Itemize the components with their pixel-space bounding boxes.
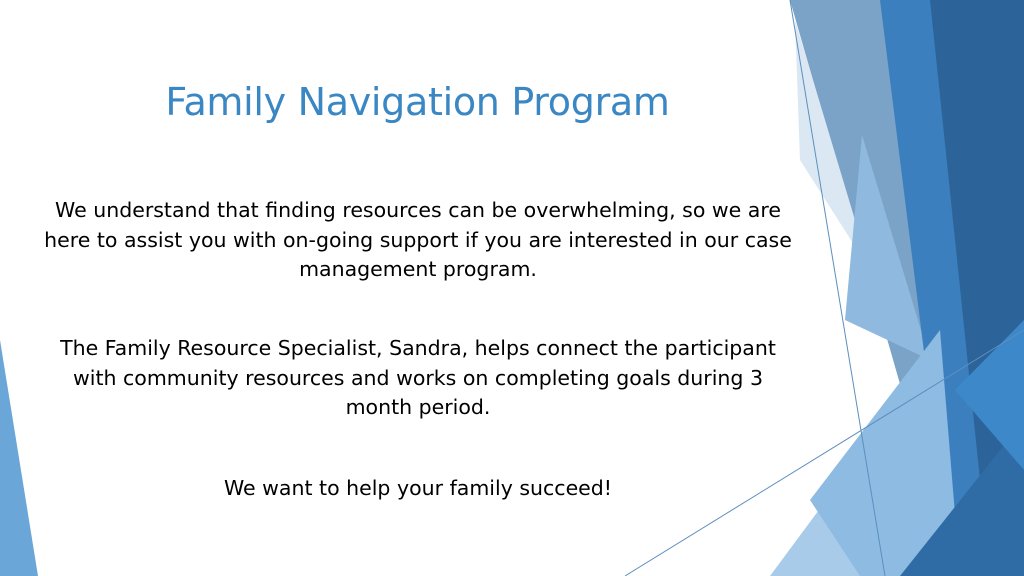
specialist-paragraph: The Family Resource Specialist, Sandra, helps connect the participant with community resources and works on completing goals during 3 month period. — [60, 336, 776, 419]
intro-paragraph: We understand that finding resources can be overwhelming, so we are here to assist you with on-going support if you are interested in our case management program. — [44, 198, 792, 281]
page-title: Family Navigation Program — [165, 80, 670, 124]
closing-paragraph: We want to help your family succeed! — [223, 476, 613, 500]
left-accent-shape — [0, 340, 38, 576]
